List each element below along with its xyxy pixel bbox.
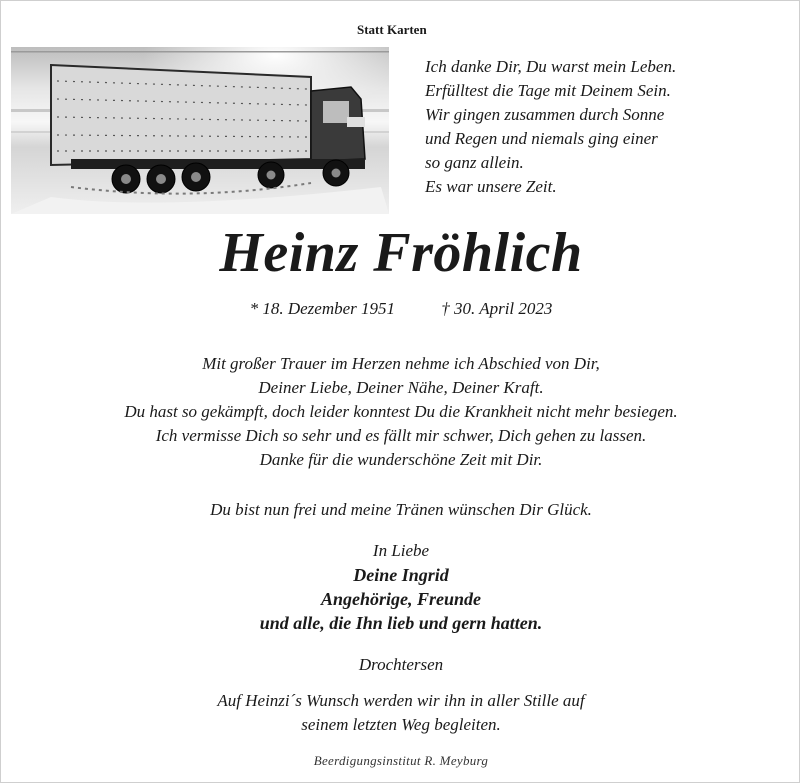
death-date: † 30. April 2023: [441, 299, 553, 318]
signature-name: Angehörige, Freunde: [320, 589, 482, 609]
notice-line: Auf Heinzi´s Wunsch werden wir ihn in aller Stille auf: [217, 691, 585, 710]
signature: [1, 539, 800, 635]
notice: [1, 689, 800, 737]
poem-line: Erfülltest die Tage mit Deinem Sein.: [425, 81, 671, 100]
header-label: Statt Karten: [357, 22, 427, 37]
farewell: Du bist nun frei und meine Tränen wünschen Dir Glück.: [210, 500, 592, 519]
funeral-home: Beerdigungsinstitut R. Meyburg: [313, 753, 489, 768]
message-line: Mit großer Trauer im Herzen nehme ich Abschied von Dir,: [202, 354, 600, 373]
message-line: Du hast so gekämpft, doch leider konntest Du die Krankheit nicht mehr besiegen.: [124, 402, 678, 421]
truck-photo: [11, 47, 389, 214]
signature-name: und alle, die Ihn lieb und gern hatten.: [259, 613, 543, 633]
signature-name: Deine Ingrid: [353, 565, 449, 585]
message: [1, 352, 800, 472]
poem-line: und Regen und niemals ging einer: [425, 129, 658, 148]
poem-line: so ganz allein.: [425, 153, 524, 172]
poem-line: Ich danke Dir, Du warst mein Leben.: [425, 57, 677, 76]
deceased-name: Heinz Fröhlich: [219, 222, 583, 284]
location: Drochtersen: [358, 655, 444, 674]
message-line: Danke für die wunderschöne Zeit mit Dir.: [259, 450, 543, 469]
life-dates: [1, 299, 800, 319]
poem: [425, 55, 676, 199]
message-line: Deiner Liebe, Deiner Nähe, Deiner Kraft.: [258, 378, 544, 397]
poem-line: Wir gingen zusammen durch Sonne: [425, 105, 665, 124]
signature-intro: In Liebe: [372, 541, 430, 560]
birth-date: * 18. Dezember 1951: [249, 299, 396, 318]
notice-line: seinem letzten Weg begleiten.: [301, 715, 501, 734]
message-line: Ich vermisse Dich so sehr und es fällt mir schwer, Dich gehen zu lassen.: [155, 426, 647, 445]
poem-line: Es war unsere Zeit.: [425, 177, 557, 196]
